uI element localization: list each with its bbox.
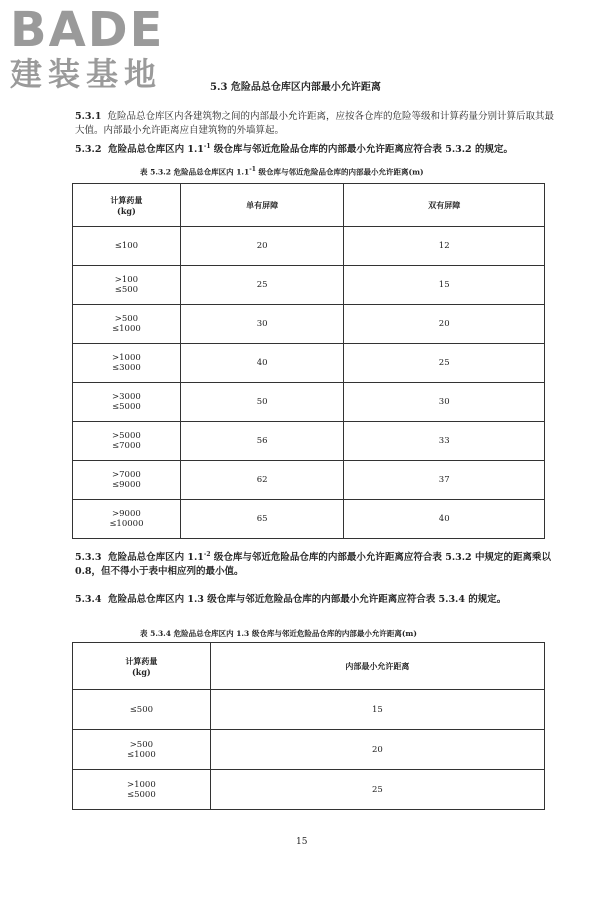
table-row: [73, 461, 545, 500]
table-5-3-4: [72, 642, 545, 810]
column-header: 计算药量 (kg): [73, 643, 211, 690]
paragraph-5-3-1: [75, 110, 555, 138]
table-cell: 20: [210, 730, 544, 770]
column-header: 计算药量 (kg): [73, 184, 181, 227]
table-row: [73, 344, 545, 383]
section-title: 5.3 危险品总仓库区内部最小允许距离: [210, 82, 381, 93]
caption-sup: -1: [249, 166, 256, 173]
table-cell: 50: [180, 383, 344, 422]
logo: [10, 2, 180, 93]
clause-text-post: 级仓库与邻近危险品仓库的内部最小允许距离应符合表 5.3.2 中规定的距离乘以 0.8，但不得小于表中相应列的最小值。: [75, 552, 551, 578]
table-row: [73, 422, 545, 461]
clause-text-pre: 危险品总仓库区内 1.1: [108, 144, 204, 156]
column-header: 内部最小允许距离: [210, 643, 544, 690]
table-cell: 40: [344, 500, 545, 539]
table-row: [73, 690, 545, 730]
table-cell: 65: [180, 500, 344, 539]
clause-text: 危险品总仓库区内 1.3 级仓库与邻近危险品仓库的内部最小允许距离应符合表 5.3.4 的规定。: [108, 594, 507, 605]
table-row: [73, 500, 545, 539]
table-cell: >9000 ≤10000: [73, 500, 181, 539]
table-cell: 62: [180, 461, 344, 500]
table-cell: 20: [180, 227, 344, 266]
clause-sup: -1: [203, 143, 211, 150]
table-cell: >500 ≤1000: [73, 305, 181, 344]
table-row: [73, 730, 545, 770]
table-cell: 33: [344, 422, 545, 461]
clause-number: 5.3.3: [75, 552, 102, 564]
clause-text: 危险品总仓库区内各建筑物之间的内部最小允许距离，应按各仓库的危险等级和计算药量分别计算后取其最大值。内部最小允许距离应自建筑物的外墙算起。: [75, 111, 555, 136]
table-cell: 40: [180, 344, 344, 383]
paragraph-5-3-3: [75, 548, 555, 579]
caption-post: 级仓库与邻近危险品仓库的内部最小允许距离(m): [255, 167, 424, 177]
table-cell: >5000 ≤7000: [73, 422, 181, 461]
table-header-row: [73, 643, 545, 690]
logo-subtitle: 建装基地: [10, 55, 163, 93]
table-header-row: [73, 184, 545, 227]
column-header: 双有屏障: [344, 184, 545, 227]
table-row: [73, 770, 545, 810]
table-5-3-2-caption: [140, 166, 424, 178]
table-cell: >500 ≤1000: [73, 730, 211, 770]
table-row: [73, 305, 545, 344]
table-cell: >1000 ≤3000: [73, 344, 181, 383]
table-5-3-4-caption: 表 5.3.4 危险品总仓库区内 1.3 级仓库与邻近危险品仓库的内部最小允许距离(m): [140, 629, 417, 638]
table-5-3-2: [72, 183, 545, 539]
table-row: [73, 227, 545, 266]
paragraph-5-3-2: [75, 140, 555, 157]
clause-text-pre: 危险品总仓库区内 1.1: [108, 552, 204, 564]
table-cell: 37: [344, 461, 545, 500]
column-header: 单有屏障: [180, 184, 344, 227]
logo-brand: BADE: [10, 2, 165, 58]
table-cell: 56: [180, 422, 344, 461]
table-cell: 12: [344, 227, 545, 266]
table-cell: 25: [344, 344, 545, 383]
table-cell: 15: [210, 690, 544, 730]
table-cell: 15: [344, 266, 545, 305]
table-cell: >3000 ≤5000: [73, 383, 181, 422]
paragraph-5-3-4: [75, 593, 555, 607]
clause-sup: -2: [203, 551, 211, 558]
table-cell: 30: [180, 305, 344, 344]
clause-number: 5.3.1: [75, 111, 102, 122]
table-cell: 25: [210, 770, 544, 810]
clause-text-post: 级仓库与邻近危险品仓库的内部最小允许距离应符合表 5.3.2 的规定。: [210, 144, 513, 156]
caption-pre: 表 5.3.2 危险品总仓库区内 1.1: [140, 167, 250, 177]
table-cell: ≤500: [73, 690, 211, 730]
table-cell: >1000 ≤5000: [73, 770, 211, 810]
table-cell: >7000 ≤9000: [73, 461, 181, 500]
table-cell: 20: [344, 305, 545, 344]
table-row: [73, 383, 545, 422]
clause-number: 5.3.2: [75, 144, 102, 156]
table-row: [73, 266, 545, 305]
page-number: 15: [296, 837, 308, 847]
table-cell: ≤100: [73, 227, 181, 266]
table-cell: 30: [344, 383, 545, 422]
table-cell: >100 ≤500: [73, 266, 181, 305]
table-cell: 25: [180, 266, 344, 305]
clause-number: 5.3.4: [75, 594, 102, 605]
